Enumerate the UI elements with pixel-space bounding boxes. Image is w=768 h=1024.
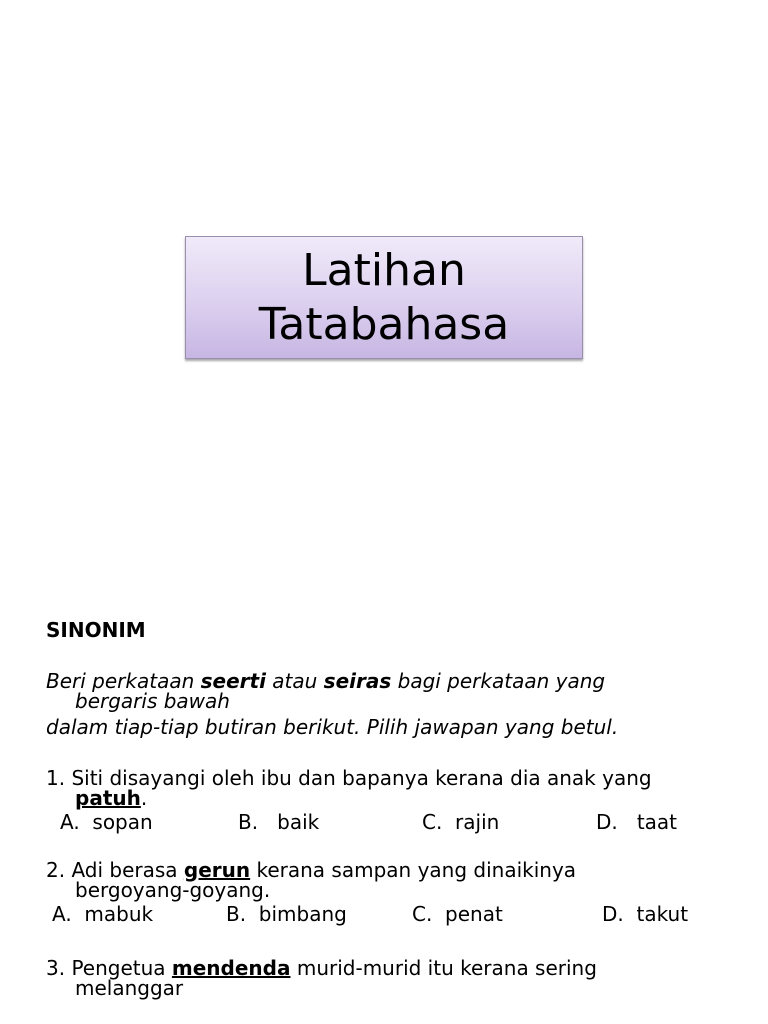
option-c[interactable]: C. penat bbox=[412, 902, 503, 926]
question-stem-end: murid-murid itu kerana sering bbox=[290, 956, 597, 980]
underlined-word: mendenda bbox=[171, 956, 291, 980]
question-3 bbox=[46, 958, 746, 998]
slide-title-box bbox=[185, 236, 583, 359]
question-stem-continued: bergoyang-goyang. bbox=[75, 878, 271, 902]
option-d[interactable]: D. takut bbox=[602, 902, 689, 926]
question-stem: 2. Adi berasa bbox=[46, 858, 184, 882]
section-heading: SINONIM bbox=[46, 618, 146, 642]
option-b[interactable]: B. bimbang bbox=[226, 902, 347, 926]
underlined-word: gerun bbox=[183, 858, 251, 882]
instruction-block bbox=[46, 671, 746, 737]
underlined-word: patuh bbox=[75, 786, 141, 810]
question-stem-continued: melanggar bbox=[75, 976, 184, 1000]
option-c[interactable]: C. rajin bbox=[422, 810, 500, 834]
instruction-text: dalam tiap-tiap butiran berikut. Pilih jawapan yang betul. bbox=[46, 715, 619, 739]
option-b[interactable]: B. baik bbox=[238, 810, 320, 834]
instruction-text: bagi perkataan yang bbox=[391, 669, 606, 693]
keyword-seerti: seerti bbox=[200, 669, 266, 693]
slide-title-line2: Tatabahasa bbox=[258, 298, 510, 350]
question-1 bbox=[46, 768, 746, 838]
instruction-text: Beri perkataan bbox=[46, 669, 201, 693]
option-a[interactable]: A. sopan bbox=[60, 810, 153, 834]
slide-title-line1: Latihan bbox=[302, 244, 466, 296]
question-stem-end: kerana sampan yang dinaikinya bbox=[250, 858, 577, 882]
answer-options bbox=[46, 904, 746, 930]
instruction-text: bergaris bawah bbox=[75, 689, 230, 713]
question-stem: 1. Siti disayangi oleh ibu dan bapanya kerana dia anak yang bbox=[46, 766, 652, 790]
exercise-document bbox=[46, 620, 746, 998]
question-stem-end: . bbox=[140, 786, 148, 810]
option-d[interactable]: D. taat bbox=[596, 810, 678, 834]
answer-options bbox=[46, 812, 746, 838]
instruction-text: atau bbox=[265, 669, 324, 693]
option-a[interactable]: A. mabuk bbox=[52, 902, 154, 926]
question-2 bbox=[46, 860, 746, 930]
question-stem: 3. Pengetua bbox=[46, 956, 172, 980]
keyword-seiras: seiras bbox=[323, 669, 392, 693]
